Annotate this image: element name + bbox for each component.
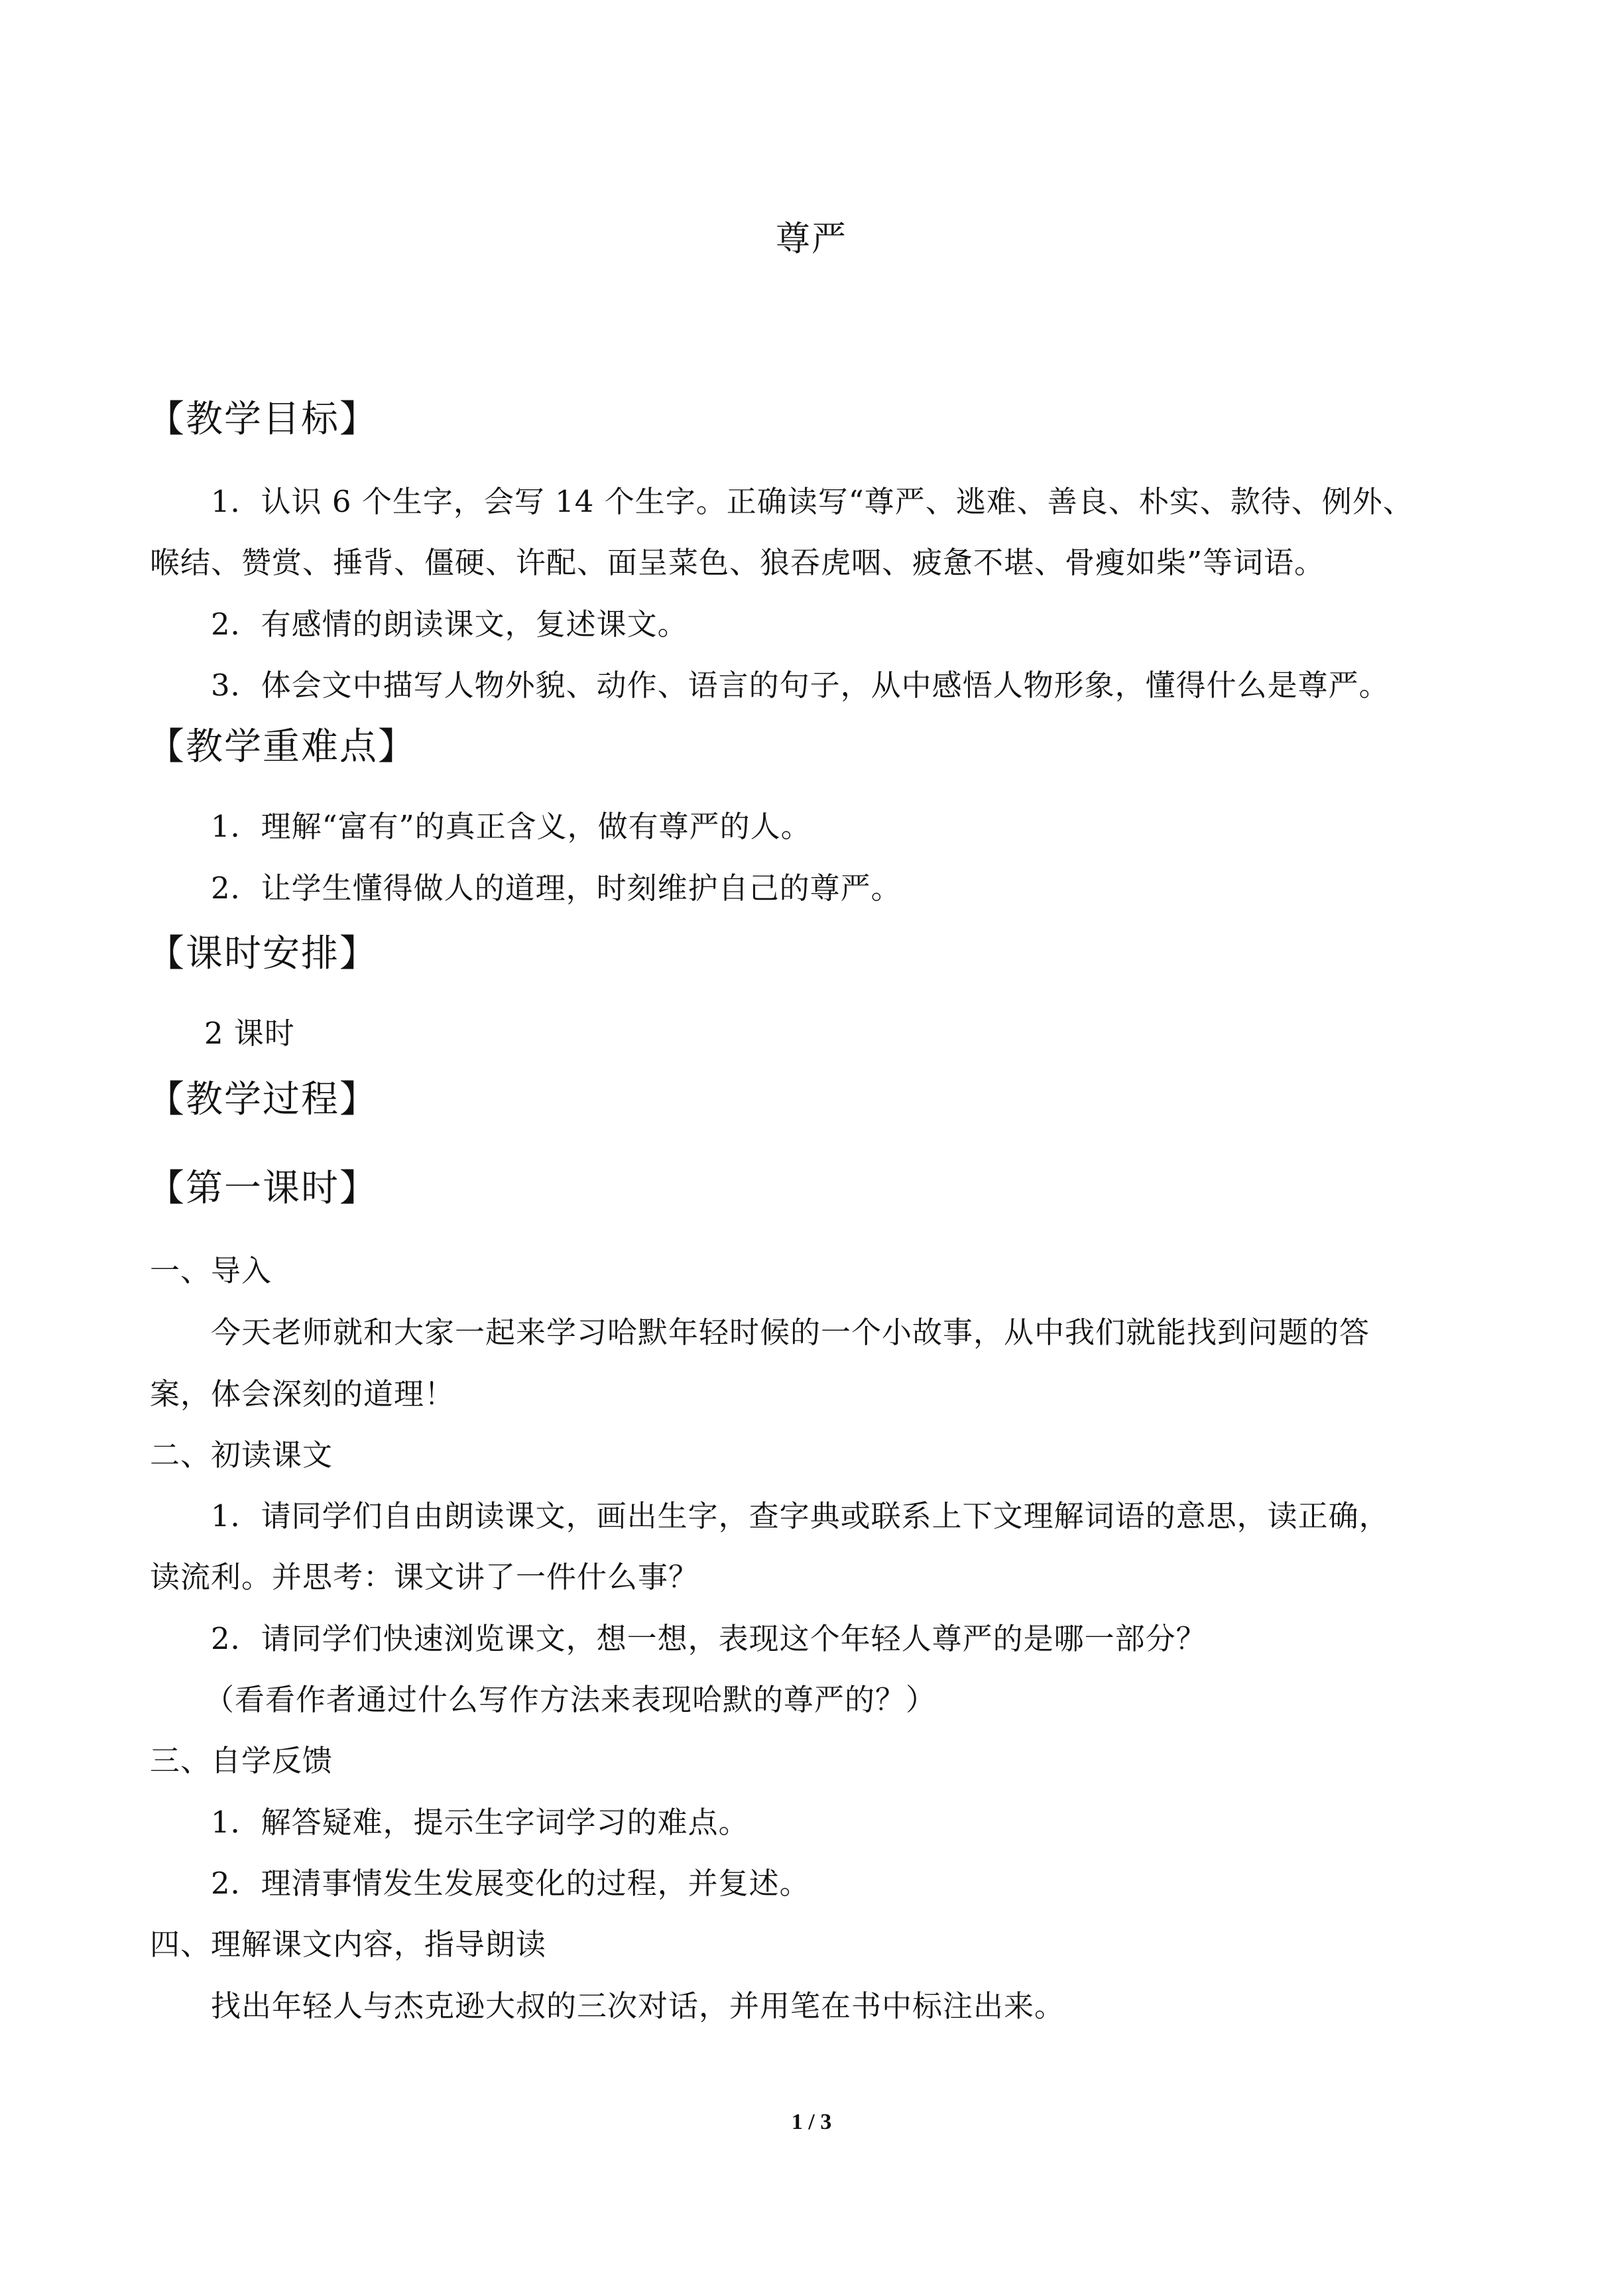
keypoints-heading: 【教学重难点】 xyxy=(147,725,416,768)
objective-line-1: 1．认识 6 个生字，会写 14 个生字。正确读写“尊严、逃难、善良、朴实、款待、例外、 xyxy=(211,484,1413,519)
part3-line-2: 2．理清事情发生发展变化的过程，并复述。 xyxy=(211,1866,810,1901)
objective-line-3: 2．有感情的朗读课文，复述课文。 xyxy=(211,607,688,642)
part2-line-3: 2．请同学们快速浏览课文，想一想，表现这个年轻人尊严的是哪一部分？ xyxy=(211,1621,1207,1656)
part1-line-2: 案，体会深刻的道理！ xyxy=(150,1376,455,1412)
page-number: 1 / 3 xyxy=(791,2110,832,2134)
objectives-heading: 【教学目标】 xyxy=(147,398,378,441)
schedule-text: 2 课时 xyxy=(204,1016,295,1051)
part4-title: 四、理解课文内容，指导朗读 xyxy=(150,1927,547,1962)
part1-title: 一、导入 xyxy=(150,1253,272,1288)
keypoint-line-1: 1．理解“富有”的真正含义，做有尊严的人。 xyxy=(211,809,812,844)
objective-line-4: 3．体会文中描写人物外貌、动作、语言的句子，从中感悟人物形象，懂得什么是尊严。 xyxy=(211,668,1390,703)
part2-line-2: 读流利。并思考：课文讲了一件什么事？ xyxy=(150,1559,699,1595)
part2-title: 二、初读课文 xyxy=(150,1437,333,1473)
part3-line-1: 1．解答疑难，提示生字词学习的难点。 xyxy=(211,1805,749,1840)
page-title: 尊严 xyxy=(775,219,847,259)
keypoint-line-2: 2．让学生懂得做人的道理，时刻维护自己的尊严。 xyxy=(211,871,902,906)
part4-line-1: 找出年轻人与杰克逊大叔的三次对话，并用笔在书中标注出来。 xyxy=(211,1988,1065,2024)
part2-line-4: （看看作者通过什么写作方法来表现哈默的尊严的？） xyxy=(204,1682,937,1717)
schedule-heading: 【课时安排】 xyxy=(147,932,378,975)
part3-title: 三、自学反馈 xyxy=(150,1743,333,1778)
part2-line-1: 1．请同学们自由朗读课文，画出生字，查字典或联系上下文理解词语的意思，读正确， xyxy=(211,1498,1390,1534)
part1-line-1: 今天老师就和大家一起来学习哈默年轻时候的一个小故事，从中我们就能找到问题的答 xyxy=(211,1315,1370,1350)
lesson1-heading: 【第一课时】 xyxy=(147,1167,378,1210)
process-heading: 【教学过程】 xyxy=(147,1078,378,1121)
objective-line-2: 喉结、赞赏、捶背、僵硬、许配、面呈菜色、狼吞虎咽、疲惫不堪、骨瘦如柴”等词语。 xyxy=(150,545,1325,580)
